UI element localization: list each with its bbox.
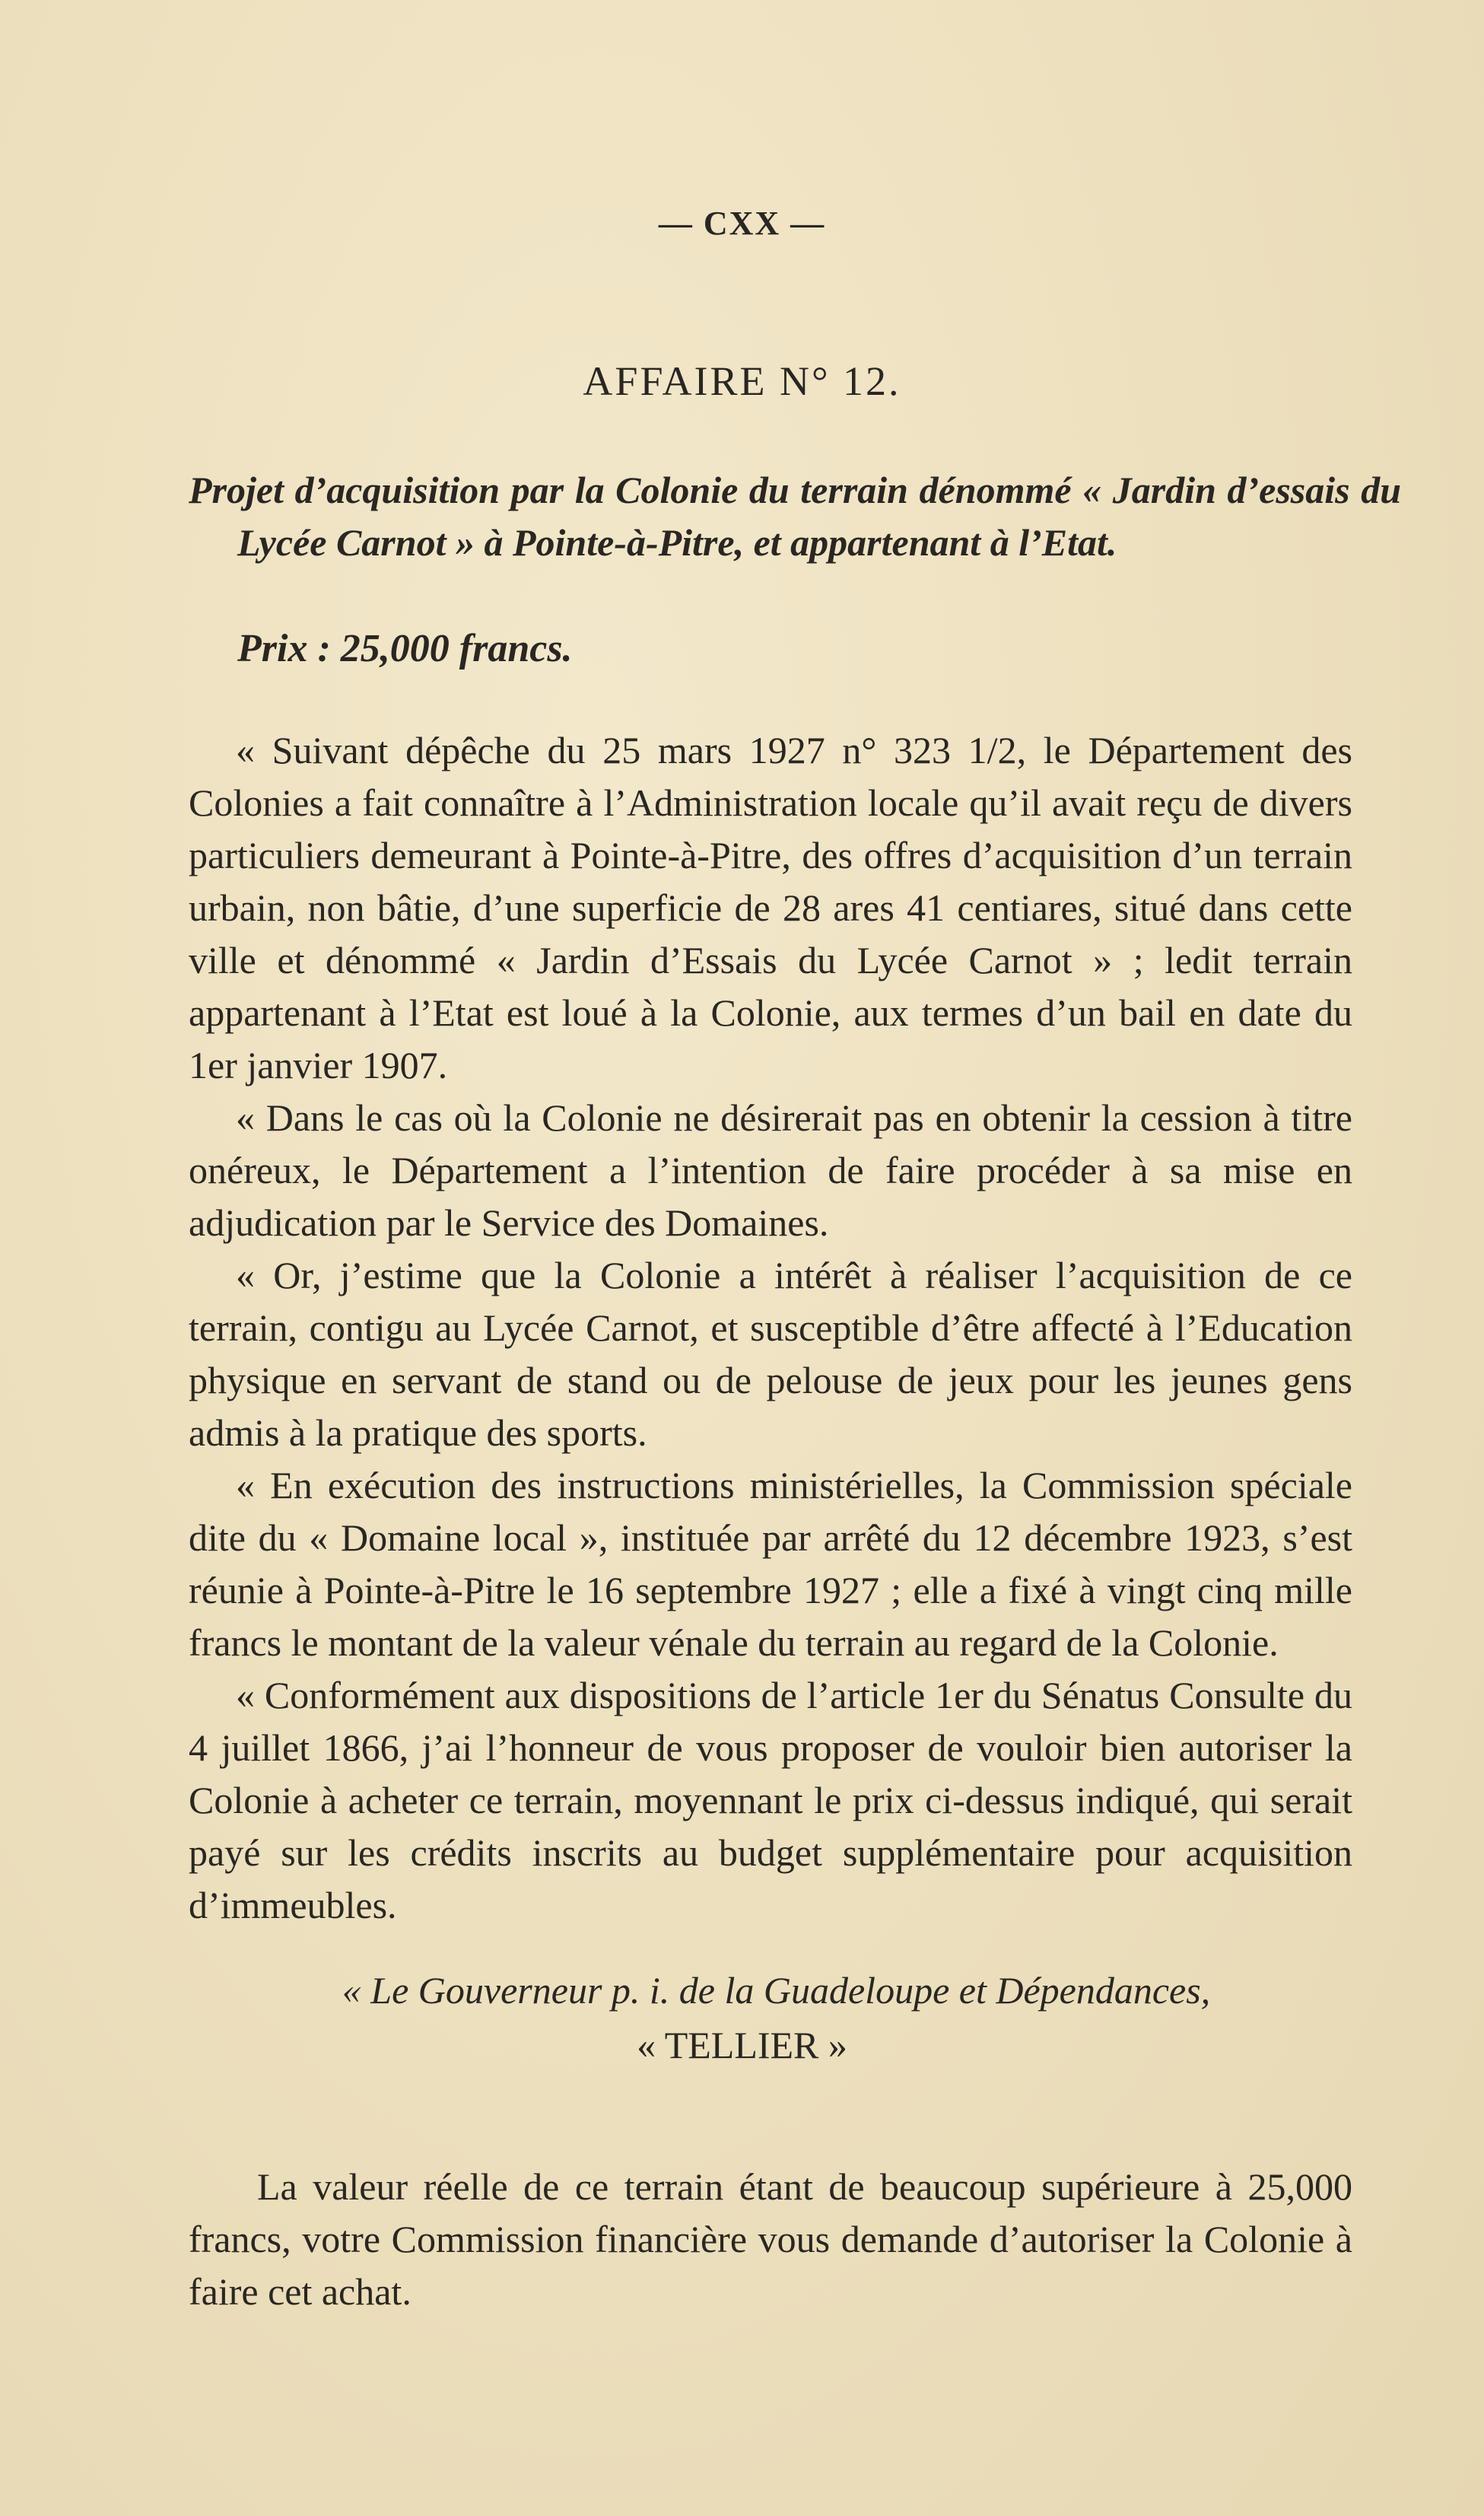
closing-text [189, 2161, 1352, 2318]
page-number: — CXX — [658, 205, 826, 242]
body-paragraph: « Dans le cas où la Colonie ne désirerait pas en obtenir la cession à titre onéreux, le Département a l’intention de faire procéder à sa mise en adjudication par le Service des Domaines. [189, 1096, 1352, 1244]
signature-governor: « Le Gouverneur p. i. de la Guadeloupe et Dépendances, [342, 1969, 1211, 2012]
projet-prix: Prix : 25,000 francs. [237, 627, 573, 670]
body-paragraph: « Suivant dépêche du 25 mars 1927 n° 323 1/2, le Département des Colonies a fait connaître à l’Administration locale qu’il avait reçu de divers particuliers demeurant à Pointe-à-Pitre, des offres d’acquisition d’un terrain urbain, non bâtie, d’une superficie de 28 ares 41 centiares, situé dans cette ville et dénommé « Jardin d’Essais du Lycée Carnot » ; ledit terrain appartenant à l’Etat est loué à la Colonie, aux termes d’un bail en date du 1er janvier 1907. [189, 729, 1352, 1086]
body-paragraph: « Or, j’estime que la Colonie a intérêt à réaliser l’acquisition de ce terrain, contigu au Lycée Carnot, et susceptible d’être affecté à l’Education physique en servant de stand ou de pelouse de jeux pour les jeunes gens admis à la pratique des sports. [189, 1254, 1352, 1454]
body-paragraph: « Conformément aux dispositions de l’article 1er du Sénatus Consulte du 4 juillet 1866, j’ai l’honneur de vous proposer de vouloir bien autoriser la Colonie à acheter ce terrain, moyennant le prix ci-dessus indiqué, qui serait payé sur les crédits inscrits au budget supplémentaire pour acquisition d’immeubles. [189, 1674, 1352, 1926]
body-paragraph: « En exécution des instructions ministérielles, la Commission spéciale dite du « Domaine local », instituée par arrêté du 12 décembre 1923, s’est réunie à Pointe-à-Pitre le 16 septembre 1927 ; elle a fixé à vingt cinq mille francs le montant de la valeur vénale du terrain au regard de la Colonie. [189, 1464, 1352, 1664]
projet-title: Projet d’acquisition par la Colonie du terrain dénommé « Jardin d’essais du Lycée Carnot » à Pointe-à-Pitre, et appartenant à l’Etat. [189, 469, 1401, 564]
closing-paragraph: La valeur réelle de ce terrain étant de beaucoup supérieure à 25,000 francs, votre Commission financière vous demande d’autoriser la Colonie à faire cet achat. [189, 2165, 1352, 2313]
signature-name: « TELLIER » [637, 2024, 847, 2066]
body-text [189, 724, 1352, 1932]
affaire-title: AFFAIRE N° 12. [583, 358, 901, 404]
signature-block [0, 1963, 1484, 2072]
